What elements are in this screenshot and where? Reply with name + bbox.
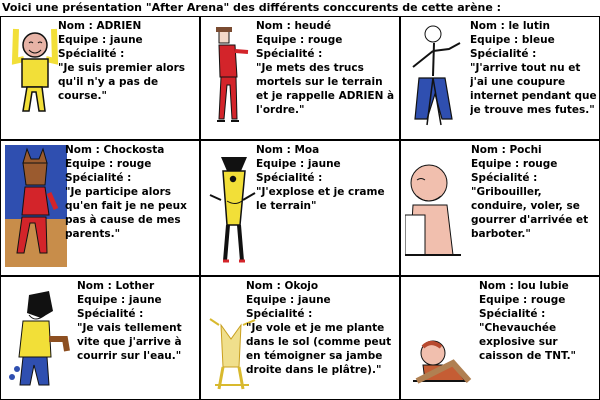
specialty-quote: "J'explose et je crame le terrain" — [256, 186, 385, 212]
card-text — [58, 19, 197, 103]
card-lother — [0, 276, 200, 400]
card-heude — [200, 16, 400, 140]
specialty-label: Spécialité : — [470, 48, 537, 60]
contestant-name: Nom : ADRIEN — [58, 20, 142, 32]
contestant-team: Equipe : rouge — [471, 158, 558, 170]
specialty-label: Spécialité : — [479, 308, 546, 320]
contestant-name: Nom : Pochi — [471, 144, 542, 156]
contestant-name: Nom : Lother — [77, 280, 155, 292]
specialty-quote: "Je participe alors qu'en fait je ne peux pas à cause de mes parents." — [65, 186, 187, 240]
lou-lubie-drawing — [405, 281, 477, 395]
specialty-label: Spécialité : — [58, 48, 125, 60]
specialty-quote: "Je suis premier alors qu'il n'y a pas de course." — [58, 62, 186, 102]
card-okojo — [200, 276, 400, 400]
contestant-team: Equipe : jaune — [58, 34, 143, 46]
contestant-team: Equipe : jaune — [246, 294, 331, 306]
contestant-name: Nom : Chockosta — [65, 144, 165, 156]
card-text — [470, 19, 597, 117]
card-lou-lubie — [400, 276, 600, 400]
card-text — [256, 19, 397, 117]
contestant-name: Nom : Moa — [256, 144, 320, 156]
card-text — [256, 143, 397, 213]
card-pochi — [400, 140, 600, 276]
contestant-team: Equipe : bleue — [470, 34, 555, 46]
specialty-quote: "Chevauchée explosive sur caisson de TNT." — [479, 322, 577, 362]
specialty-label: Spécialité : — [256, 172, 323, 184]
contestant-name: Nom : Okojo — [246, 280, 319, 292]
contestant-team: Equipe : rouge — [65, 158, 152, 170]
card-text — [77, 279, 197, 363]
lother-drawing — [5, 281, 77, 393]
card-text — [471, 143, 597, 241]
contestant-team: Equipe : rouge — [479, 294, 566, 306]
contestant-name: Nom : heudé — [256, 20, 332, 32]
specialty-quote: "Je vais tellement vite que j'arrive à courrir sur l'eau." — [77, 322, 182, 362]
card-text — [479, 279, 597, 363]
specialty-label: Spécialité : — [246, 308, 313, 320]
specialty-quote: "Je vole et je me plante dans le sol (comme peut en témoigner sa jambe droite dans le plâtre)." — [246, 322, 392, 376]
specialty-quote: "Gribouiller, conduire, voler, se gourrer d'arrivée et barboter." — [471, 186, 589, 240]
card-moa — [200, 140, 400, 276]
specialty-quote: "J'arrive tout nu et j'ai une coupure internet pendant que je trouve mes futes." — [470, 62, 597, 116]
heude-drawing — [205, 21, 257, 131]
contestant-team: Equipe : jaune — [256, 158, 341, 170]
specialty-label: Spécialité : — [77, 308, 144, 320]
chockosta-drawing — [5, 145, 67, 267]
contestant-team: Equipe : rouge — [256, 34, 343, 46]
card-text — [246, 279, 397, 377]
contestant-name: Nom : lou lubie — [479, 280, 569, 292]
moa-drawing — [205, 145, 263, 269]
specialty-quote: "Je mets des trucs mortels sur le terrain et je rappelle ADRIEN à l'ordre." — [256, 62, 395, 116]
pochi-drawing — [405, 145, 473, 267]
contestant-name: Nom : le lutin — [470, 20, 550, 32]
card-chockosta — [0, 140, 200, 276]
contestant-team: Equipe : jaune — [77, 294, 162, 306]
le-lutin-drawing — [405, 21, 467, 133]
specialty-label: Spécialité : — [471, 172, 538, 184]
intro-title: Voici une présentation "After Arena" des différents conccurents de cette arène : — [2, 1, 502, 14]
card-le-lutin — [400, 16, 600, 140]
contestants-grid — [0, 16, 600, 400]
card-text — [65, 143, 197, 241]
card-adrien — [0, 16, 200, 140]
specialty-label: Spécialité : — [256, 48, 323, 60]
specialty-label: Spécialité : — [65, 172, 132, 184]
